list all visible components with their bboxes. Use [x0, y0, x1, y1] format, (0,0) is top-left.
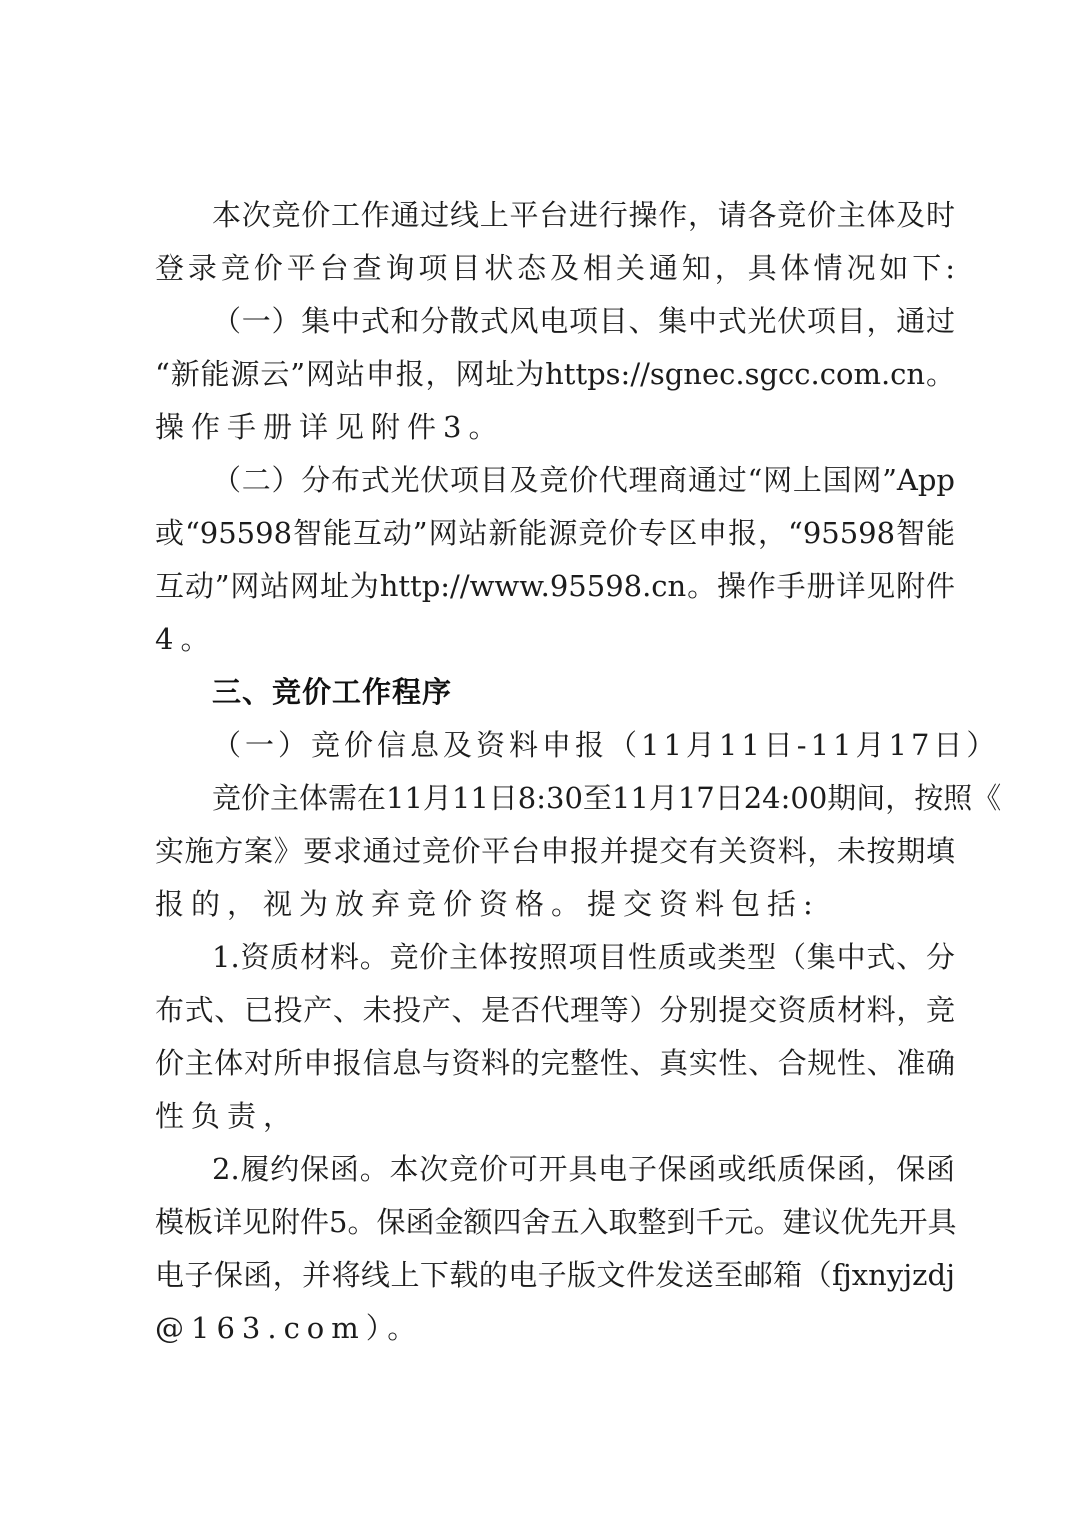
item-2-line-2: 或“95598智能互动”网站新能源竞价专区申报，“95598智能 [155, 516, 955, 550]
material-1-line-4: 性负责， [155, 1099, 300, 1133]
material-1-line-3: 价主体对所申报信息与资料的完整性、真实性、合规性、准确 [155, 1046, 955, 1080]
intro-line-1: 本次竞价工作通过线上平台进行操作，请各竞价主体及时 [212, 198, 955, 232]
material-2-line-1: 2.履约保函。本次竞价可开具电子保函或纸质保函，保函 [212, 1152, 955, 1186]
material-1-line-1: 1.资质材料。竞价主体按照项目性质或类型（集中式、分 [212, 940, 955, 974]
material-2-line-3: 电子保函，并将线上下载的电子版文件发送至邮箱（fjxnyjzdj [155, 1258, 955, 1292]
material-1-line-2: 布式、已投产、未投产、是否代理等）分别提交资质材料，竞 [155, 993, 955, 1027]
deadline-line-2: 实施方案》要求通过竞价平台申报并提交有关资料，未按期填 [155, 834, 955, 868]
deadline-line-3: 报的，视为放弃竞价资格。提交资料包括: [155, 887, 820, 921]
item-1-line-3: 操作手册详见附件3。 [155, 410, 505, 444]
item-1-line-2: “新能源云”网站申报，网址为https://sgnec.sgcc.com.cn。 [155, 357, 955, 391]
deadline-line-1: 竞价主体需在11月11日8:30至11月17日24:00期间，按照《 [212, 781, 1002, 815]
item-2-line-3: 互动”网站网址为http://www.95598.cn。操作手册详见附件 [155, 569, 955, 603]
item-1-line-1: （一）集中式和分散式风电项目、集中式光伏项目，通过 [212, 304, 955, 338]
item-2-line-4: 4。 [155, 622, 217, 656]
section-heading: 三、竞价工作程序 [212, 675, 453, 709]
intro-line-2: 登录竞价平台查询项目状态及相关通知，具体情况如下: [155, 251, 955, 285]
subsection-heading: （一）竞价信息及资料申报（11月11日-11月17日） [212, 728, 1000, 762]
material-2-line-4: @163.com）。 [155, 1311, 424, 1345]
item-2-line-1: （二）分布式光伏项目及竞价代理商通过“网上国网”App [212, 463, 955, 497]
material-2-line-2: 模板详见附件5。保函金额四舍五入取整到千元。建议优先开具 [155, 1205, 957, 1239]
